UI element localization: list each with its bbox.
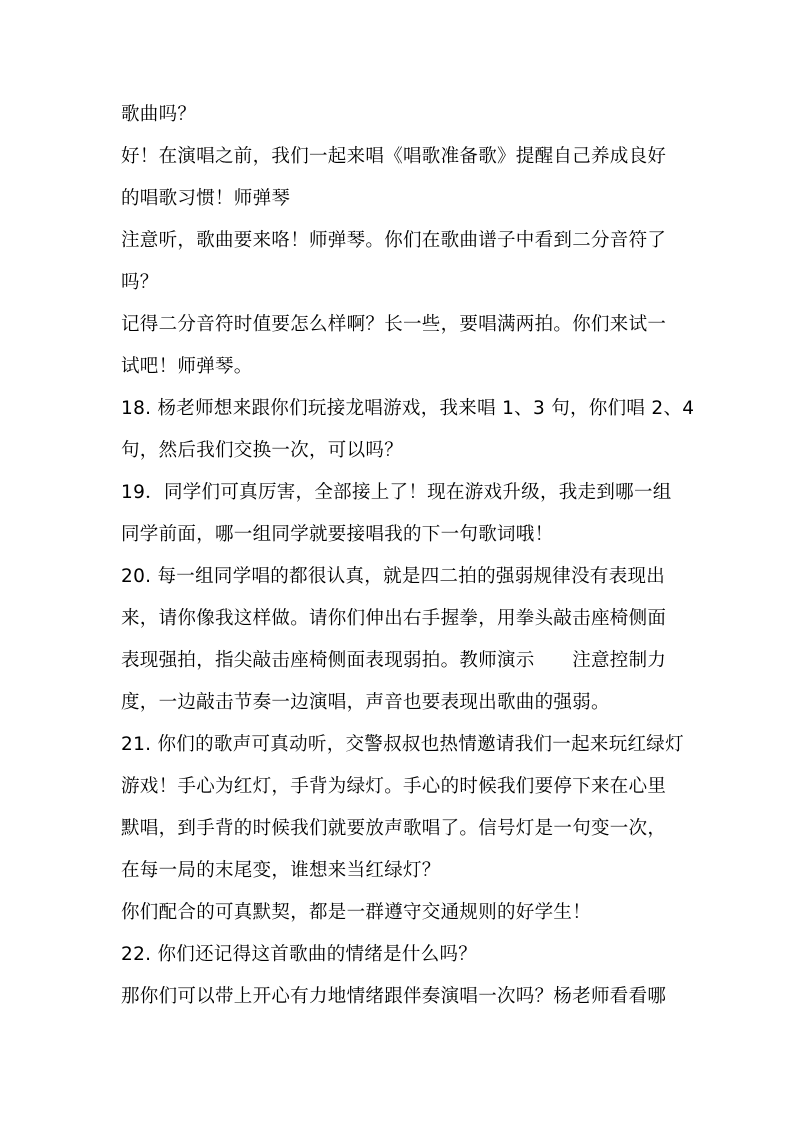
text-line: 19．同学们可真厉害，全部接上了！现在游戏升级，我走到哪一组 <box>121 482 672 503</box>
text-line: 默唱，到手背的时候我们就要放声歌唱了。信号灯是一句变一次， <box>121 818 667 839</box>
text-line: 注意听，歌曲要来咯！师弹琴。你们在歌曲谱子中看到二分音符了 <box>121 230 667 251</box>
text-line: 同学前面，哪一组同学就要接唱我的下一句歌词哦！ <box>121 524 554 545</box>
text-line: 试吧！师弹琴。 <box>121 356 253 377</box>
text-line: 21. 你们的歌声可真动听，交警叔叔也热情邀请我们一起来玩红绿灯 <box>121 734 684 755</box>
text-line: 来，请你像我这样做。请你们伸出右手握拳，用拳头敲击座椅侧面 <box>121 608 667 629</box>
text-line: 度，一边敲击节奏一边演唱，声音也要表现出歌曲的强弱。 <box>121 692 610 713</box>
text-line: 好！在演唱之前，我们一起来唱《唱歌准备歌》提醒自己养成良好 <box>121 146 667 167</box>
text-line: 记得二分音符时值要怎么样啊？长一些，要唱满两拍。你们来试一 <box>121 314 667 335</box>
text-line: 游戏！手心为红灯，手背为绿灯。手心的时候我们要停下来在心里 <box>121 776 667 797</box>
text-line: 你们配合的可真默契，都是一群遵守交通规则的好学生！ <box>121 902 592 923</box>
text-line: 歌曲吗？ <box>121 104 197 125</box>
text-line: 吗？ <box>121 272 159 293</box>
text-line: 20. 每一组同学唱的都很认真，就是四二拍的强弱规律没有表现出 <box>121 566 666 587</box>
text-line: 22. 你们还记得这首歌曲的情绪是什么吗？ <box>121 944 478 965</box>
text-line: 的唱歌习惯！师弹琴 <box>121 188 291 209</box>
text-line: 那你们可以带上开心有力地情绪跟伴奏演唱一次吗？杨老师看看哪 <box>121 986 667 1007</box>
text-line: 句，然后我们交换一次，可以吗？ <box>121 440 404 461</box>
text-line: 表现强拍，指尖敲击座椅侧面表现弱拍。教师演示 注意控制力 <box>121 650 667 671</box>
text-line: 18. 杨老师想来跟你们玩接龙唱游戏，我来唱 1、3 句，你们唱 2、4 <box>121 398 695 419</box>
text-line: 在每一局的末尾变，谁想来当红绿灯？ <box>121 860 441 881</box>
